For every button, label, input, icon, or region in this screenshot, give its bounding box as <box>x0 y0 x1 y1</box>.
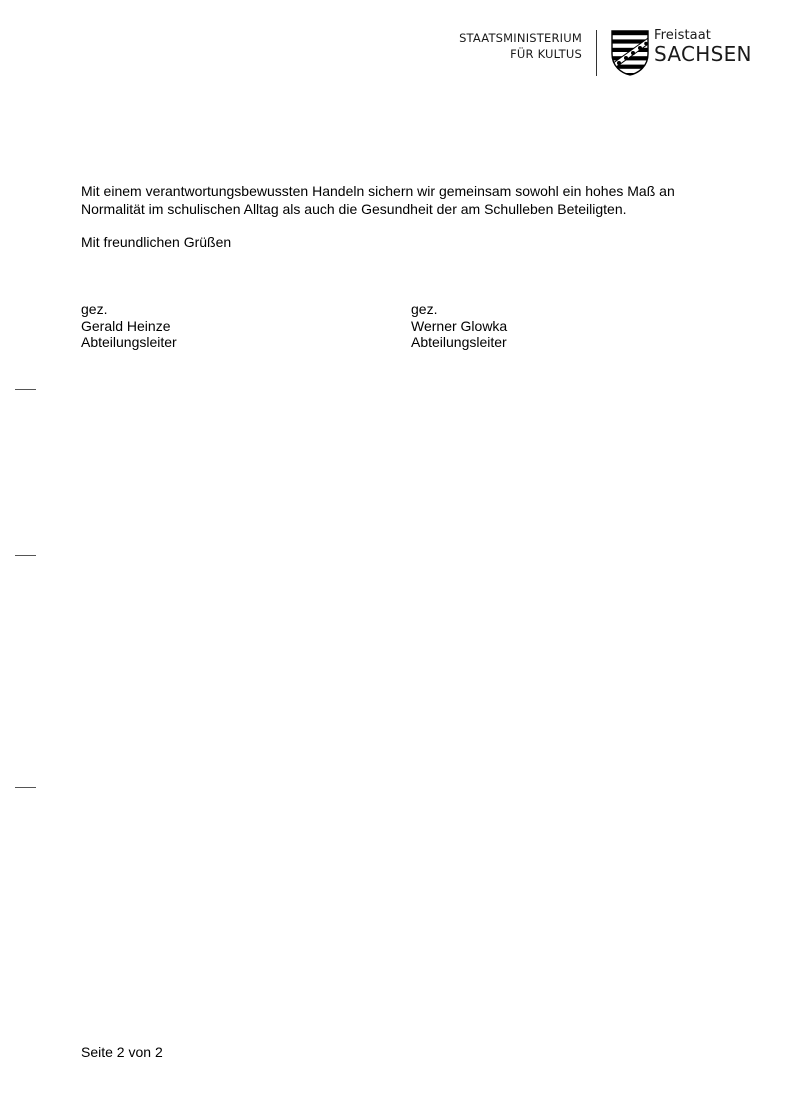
body-paragraph <box>81 182 721 218</box>
signature-block-right <box>411 301 507 351</box>
closing-greeting: Mit freundlichen Grüßen <box>81 234 232 250</box>
ministry-line-2: FÜR KULTUS <box>510 47 582 61</box>
paragraph-line-2: Normalität im schulischen Alltag als auch die Gesundheit der am Schulleben Beteiligten. <box>81 201 627 217</box>
signature-block-left <box>81 301 177 351</box>
signature-name: Gerald Heinze <box>81 317 171 334</box>
ministry-line-1: STAATSMINISTERIUM <box>459 31 582 45</box>
signature-title: Abteilungsleiter <box>411 334 507 350</box>
paragraph-line-1: Mit einem verantwortungsbewussten Handeln sichern wir gemeinsam sowohl ein hohes Maß an <box>81 183 675 199</box>
page-number: Seite 2 von 2 <box>81 1044 163 1060</box>
signature-prefix: gez. <box>81 301 108 317</box>
header-divider <box>596 30 597 76</box>
state-name <box>654 28 752 65</box>
fold-mark <box>15 389 36 390</box>
ministry-name <box>459 30 582 62</box>
punch-mark <box>15 555 36 556</box>
signature-prefix: gez. <box>411 301 438 317</box>
saxony-coat-of-arms-icon <box>611 30 649 76</box>
signature-name: Werner Glowka <box>411 317 508 334</box>
state-line-1: Freistaat <box>654 28 712 43</box>
fold-mark <box>15 787 36 788</box>
state-line-2: SACHSEN <box>654 42 752 66</box>
signature-title: Abteilungsleiter <box>81 334 177 350</box>
